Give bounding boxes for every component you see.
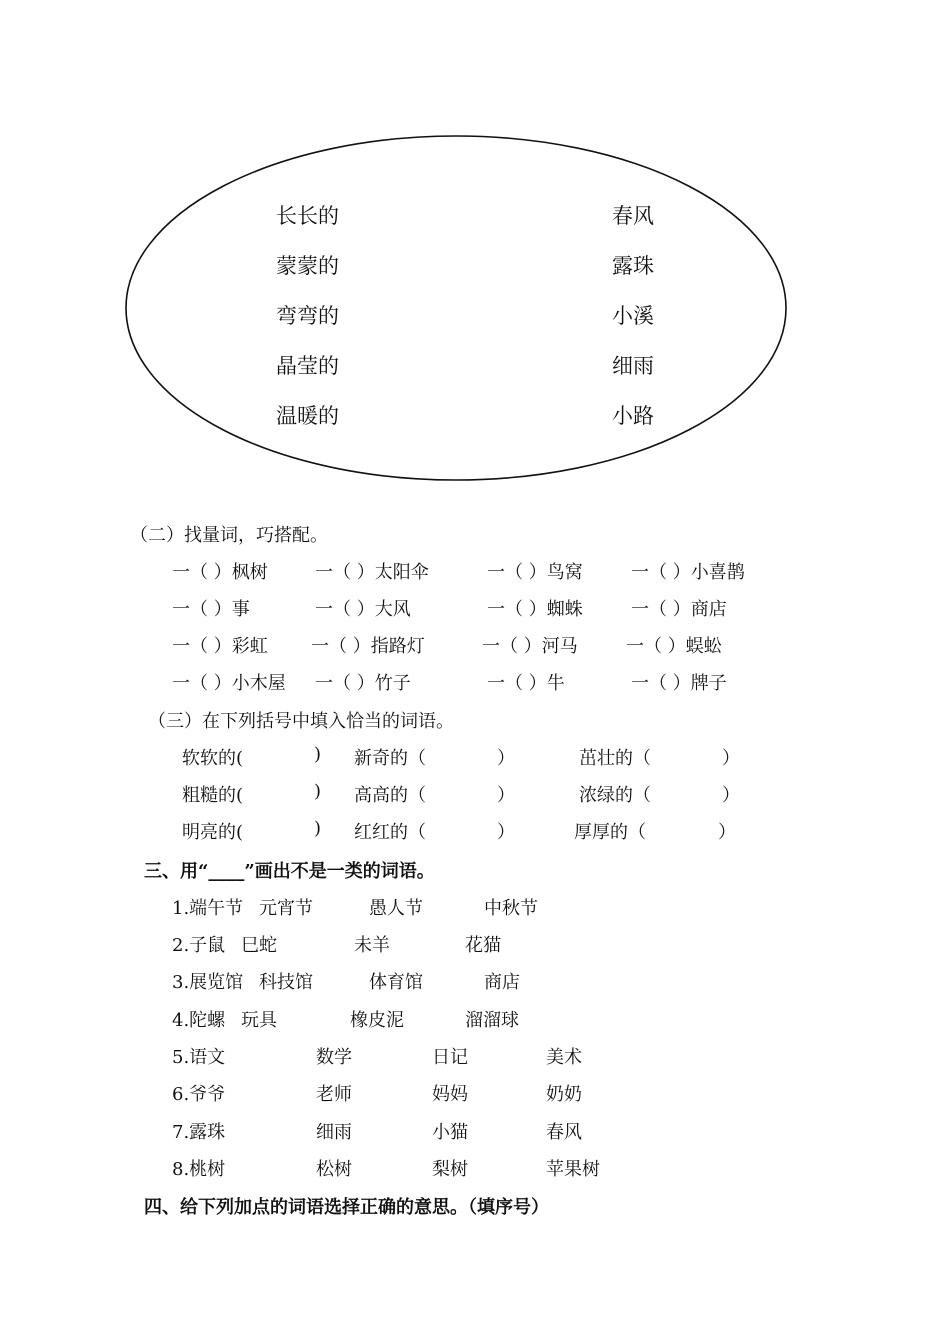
fill-blank-close: ） xyxy=(718,822,736,843)
measure-word-item: 一（ ）小喜鹊 xyxy=(631,562,745,583)
odd-one-out-row xyxy=(0,894,950,918)
word-oval xyxy=(120,130,792,486)
measure-word-item: 一（ ）商店 xyxy=(631,599,727,620)
fill-blank-row xyxy=(0,781,950,805)
oval-right-word: 春风 xyxy=(612,204,654,228)
odd-one-out-word: 奶奶 xyxy=(546,1084,582,1105)
part4-title: 四、给下列加点的词语选择正确的意思。（填序号） xyxy=(144,1197,549,1218)
odd-one-out-word: 小猫 xyxy=(432,1122,468,1143)
odd-one-out-word: 科技馆 xyxy=(259,972,313,993)
odd-one-out-word: 溜溜球 xyxy=(465,1010,519,1031)
oval-right-word: 细雨 xyxy=(612,354,654,378)
measure-word-row xyxy=(0,669,950,693)
odd-one-out-word: 7.露珠 xyxy=(172,1122,226,1143)
oval-right-word: 小溪 xyxy=(612,304,654,328)
odd-one-out-row xyxy=(0,1080,950,1104)
section2-title: （二）找量词，巧搭配。 xyxy=(130,525,328,546)
measure-word-item: 一（ ）蜈蚣 xyxy=(626,636,722,657)
fill-blank-close: ） xyxy=(497,785,515,806)
odd-one-out-word: 橡皮泥 xyxy=(350,1010,404,1031)
fill-blank-close: ） xyxy=(722,748,740,769)
fill-blank-row xyxy=(0,818,950,842)
fill-blank-label: 浓绿的（ xyxy=(579,785,651,806)
measure-word-item: 一（ ）牛 xyxy=(487,673,565,694)
oval-left-word: 蒙蒙的 xyxy=(276,254,339,278)
oval-right-word: 露珠 xyxy=(612,254,654,278)
measure-word-item: 一（ ）枫树 xyxy=(172,562,268,583)
odd-one-out-word: 巳蛇 xyxy=(241,935,277,956)
fill-blank-close: ） xyxy=(497,748,515,769)
oval-left-word: 晶莹的 xyxy=(276,354,339,378)
odd-one-out-word: 2.子鼠 xyxy=(172,935,226,956)
measure-word-item: 一（ ）牌子 xyxy=(631,673,727,694)
section3-title: （三）在下列括号中填入恰当的词语。 xyxy=(148,711,454,732)
measure-word-item: 一（ ）大风 xyxy=(315,599,411,620)
odd-one-out-word: 商店 xyxy=(484,972,520,993)
measure-word-item: 一（ ）小木屋 xyxy=(172,673,286,694)
fill-blank-label: 厚厚的（ xyxy=(574,822,646,843)
measure-word-item: 一（ ）竹子 xyxy=(315,673,411,694)
odd-one-out-word: 松树 xyxy=(316,1159,352,1180)
odd-one-out-word: 6.爷爷 xyxy=(172,1084,226,1105)
odd-one-out-word: 5.语文 xyxy=(172,1047,226,1068)
measure-word-row xyxy=(0,558,950,582)
odd-one-out-word: 美术 xyxy=(546,1047,582,1068)
odd-one-out-word: 日记 xyxy=(432,1047,468,1068)
odd-one-out-word: 花猫 xyxy=(465,935,501,956)
odd-one-out-word: 8.桃树 xyxy=(172,1159,226,1180)
oval-left-word: 温暖的 xyxy=(276,404,339,428)
odd-one-out-word: 体育馆 xyxy=(369,972,423,993)
odd-one-out-word: 4.陀螺 xyxy=(172,1010,226,1031)
fill-blank-label: 软软的( xyxy=(182,748,244,769)
fill-blank-label: 粗糙的( xyxy=(182,785,244,806)
odd-one-out-word: 愚人节 xyxy=(369,898,423,919)
odd-one-out-word: 苹果树 xyxy=(546,1159,600,1180)
fill-blank-close: ) xyxy=(314,744,322,765)
measure-word-row xyxy=(0,632,950,656)
fill-blank-row xyxy=(0,744,950,768)
odd-one-out-word: 中秋节 xyxy=(484,898,538,919)
fill-blank-label: 新奇的（ xyxy=(354,748,426,769)
odd-one-out-row xyxy=(0,1155,950,1179)
fill-blank-close: ) xyxy=(314,781,322,802)
odd-one-out-word: 玩具 xyxy=(241,1010,277,1031)
fill-blank-label: 茁壮的（ xyxy=(579,748,651,769)
odd-one-out-row xyxy=(0,1118,950,1142)
odd-one-out-word: 数学 xyxy=(316,1047,352,1068)
fill-blank-label: 高高的（ xyxy=(354,785,426,806)
measure-word-item: 一（ ）河马 xyxy=(482,636,578,657)
oval-left-word: 长长的 xyxy=(276,204,339,228)
measure-word-item: 一（ ）鸟窝 xyxy=(487,562,583,583)
measure-word-item: 一（ ）彩虹 xyxy=(172,636,268,657)
odd-one-out-word: 元宵节 xyxy=(259,898,313,919)
fill-blank-close: ) xyxy=(314,818,322,839)
fill-blank-close: ） xyxy=(497,822,515,843)
measure-word-item: 一（ ）事 xyxy=(172,599,250,620)
odd-one-out-word: 春风 xyxy=(546,1122,582,1143)
measure-word-item: 一（ ）指路灯 xyxy=(311,636,425,657)
fill-blank-label: 明亮的( xyxy=(182,822,244,843)
odd-one-out-word: 3.展览馆 xyxy=(172,972,244,993)
oval-right-word: 小路 xyxy=(612,404,654,428)
fill-blank-close: ） xyxy=(722,785,740,806)
odd-one-out-row xyxy=(0,931,950,955)
odd-one-out-row xyxy=(0,968,950,992)
measure-word-item: 一（ ）太阳伞 xyxy=(315,562,429,583)
measure-word-row xyxy=(0,595,950,619)
fill-blank-label: 红红的（ xyxy=(354,822,426,843)
oval-left-word: 弯弯的 xyxy=(276,304,339,328)
odd-one-out-row xyxy=(0,1006,950,1030)
odd-one-out-word: 未羊 xyxy=(354,935,390,956)
odd-one-out-word: 细雨 xyxy=(316,1122,352,1143)
odd-one-out-word: 1.端午节 xyxy=(172,898,244,919)
measure-word-item: 一（ ）蜘蛛 xyxy=(487,599,583,620)
odd-one-out-word: 老师 xyxy=(316,1084,352,1105)
odd-one-out-row xyxy=(0,1043,950,1067)
odd-one-out-word: 妈妈 xyxy=(432,1084,468,1105)
odd-one-out-word: 梨树 xyxy=(432,1159,468,1180)
part3-title: 三、用“____”画出不是一类的词语。 xyxy=(144,861,435,882)
